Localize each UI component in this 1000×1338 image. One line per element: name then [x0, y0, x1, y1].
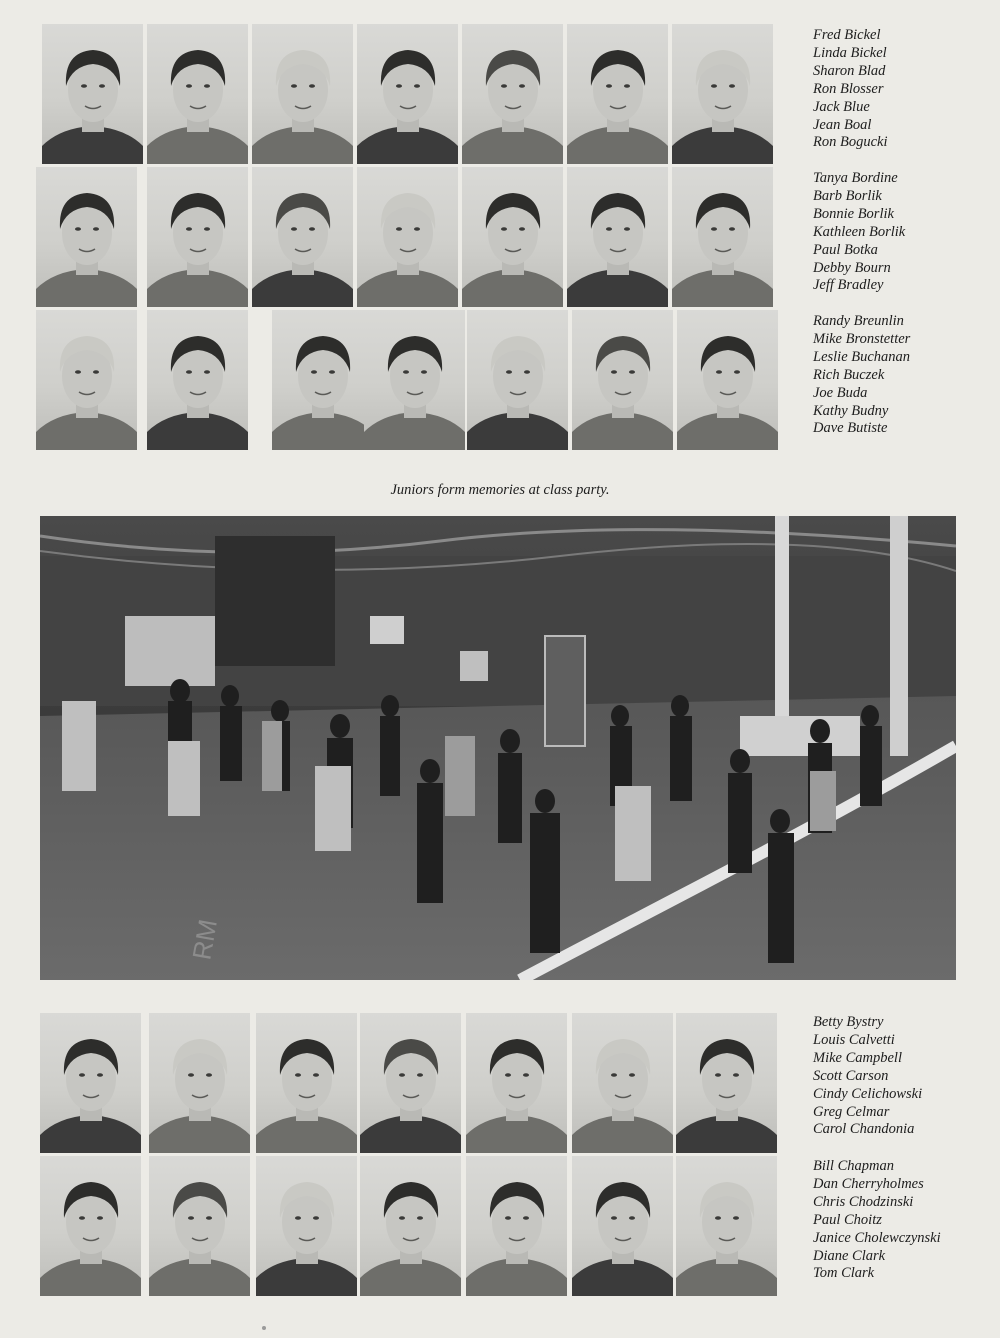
student-name: Scott Carson	[813, 1067, 889, 1084]
portrait-silhouette	[252, 24, 353, 164]
portrait-silhouette	[40, 1156, 141, 1296]
portrait-silhouette	[252, 167, 353, 307]
student-name: Randy Breunlin	[813, 313, 904, 329]
portrait-silhouette	[149, 1156, 250, 1296]
portrait	[466, 1156, 567, 1296]
portrait-silhouette	[147, 167, 248, 307]
student-name: Janice Cholewczynski	[813, 1229, 941, 1246]
student-name: Mike Campbell	[813, 1049, 902, 1066]
portrait-silhouette	[357, 24, 458, 164]
portrait	[572, 1156, 673, 1296]
portrait-silhouette	[147, 310, 248, 450]
portrait	[567, 167, 668, 307]
portrait	[676, 1013, 777, 1153]
page-speck	[262, 1326, 266, 1330]
student-name: Barb Borlik	[813, 187, 882, 204]
photo-caption: Juniors form memories at class party.	[390, 482, 610, 498]
student-name: Bill Chapman	[813, 1158, 894, 1174]
portrait	[467, 310, 568, 450]
portrait	[252, 167, 353, 307]
portrait-silhouette	[256, 1156, 357, 1296]
student-name: Jack Blue	[813, 98, 870, 115]
portrait-silhouette	[567, 167, 668, 307]
portrait-silhouette	[360, 1013, 461, 1153]
student-name: Carol Chandonia	[813, 1121, 915, 1138]
portrait-silhouette	[672, 167, 773, 307]
portrait-silhouette	[672, 24, 773, 164]
portrait-silhouette	[360, 1156, 461, 1296]
portrait-silhouette	[40, 1013, 141, 1153]
class-party-photo	[40, 516, 956, 980]
student-name: Cindy Celichowski	[813, 1085, 923, 1102]
portrait-silhouette	[36, 310, 137, 450]
portrait-silhouette	[467, 310, 568, 450]
svg-text:RM: RM	[186, 917, 223, 963]
portrait	[672, 24, 773, 164]
portrait-silhouette	[462, 167, 563, 307]
portrait	[42, 24, 143, 164]
portrait-silhouette	[676, 1013, 777, 1153]
portrait	[672, 167, 773, 307]
portrait-silhouette	[462, 24, 563, 164]
portrait	[252, 24, 353, 164]
portrait	[256, 1156, 357, 1296]
portrait	[357, 24, 458, 164]
portrait-silhouette	[676, 1156, 777, 1296]
name-list-group-3	[813, 313, 910, 438]
student-name: Ron Bogucki	[813, 134, 888, 151]
portrait-silhouette	[466, 1156, 567, 1296]
portrait	[360, 1156, 461, 1296]
student-name: Rich Buczek	[813, 366, 885, 383]
student-name: Kathleen Borlik	[813, 223, 906, 240]
portrait	[147, 24, 248, 164]
student-name: Kathy Budny	[813, 402, 889, 419]
portrait	[462, 167, 563, 307]
class-party-photo-art	[40, 516, 956, 980]
portrait	[149, 1013, 250, 1153]
portrait-silhouette	[466, 1013, 567, 1153]
portrait	[572, 1013, 673, 1153]
student-name: Ron Blosser	[813, 80, 884, 97]
portrait	[677, 310, 778, 450]
name-list-group-1	[813, 27, 888, 152]
student-name: Dan Cherryholmes	[813, 1175, 924, 1192]
portrait-silhouette	[364, 310, 465, 450]
portrait	[36, 310, 137, 450]
portrait	[147, 167, 248, 307]
student-name: Bonnie Borlik	[813, 205, 894, 222]
name-list-group-2	[813, 170, 905, 295]
student-name: Debby Bourn	[813, 259, 891, 276]
name-list-group-4	[813, 1014, 922, 1139]
portrait-silhouette	[42, 24, 143, 164]
student-name: Jeff Bradley	[813, 277, 884, 294]
student-name: Joe Buda	[813, 384, 868, 401]
portrait	[572, 310, 673, 450]
student-name: Tanya Bordine	[813, 170, 898, 186]
portrait	[462, 24, 563, 164]
portrait	[147, 310, 248, 450]
student-name: Jean Boal	[813, 116, 872, 133]
portrait	[364, 310, 465, 450]
portrait-silhouette	[36, 167, 137, 307]
portrait	[149, 1156, 250, 1296]
portrait	[272, 310, 373, 450]
portrait	[360, 1013, 461, 1153]
name-list-group-5	[813, 1158, 941, 1283]
portrait-silhouette	[147, 24, 248, 164]
portrait-silhouette	[272, 310, 373, 450]
portrait	[40, 1013, 141, 1153]
portrait-silhouette	[357, 167, 458, 307]
portrait-silhouette	[572, 1156, 673, 1296]
portrait-silhouette	[572, 1013, 673, 1153]
student-name: Leslie Buchanan	[813, 348, 911, 365]
student-name: Sharon Blad	[813, 62, 886, 79]
student-name: Fred Bickel	[813, 27, 881, 43]
student-name: Paul Choitz	[813, 1211, 882, 1228]
portrait	[567, 24, 668, 164]
student-name: Linda Bickel	[813, 44, 887, 61]
portrait-silhouette	[256, 1013, 357, 1153]
student-name: Paul Botka	[813, 241, 878, 258]
portrait	[466, 1013, 567, 1153]
portrait-silhouette	[567, 24, 668, 164]
portrait-silhouette	[572, 310, 673, 450]
student-name: Mike Bronstetter	[813, 330, 911, 347]
student-name: Chris Chodzinski	[813, 1193, 914, 1210]
portrait	[676, 1156, 777, 1296]
student-name: Diane Clark	[813, 1247, 886, 1264]
student-name: Louis Calvetti	[813, 1031, 895, 1048]
student-name: Betty Bystry	[813, 1014, 884, 1030]
portrait	[36, 167, 137, 307]
portrait-silhouette	[677, 310, 778, 450]
student-name: Greg Celmar	[813, 1103, 890, 1120]
portrait	[256, 1013, 357, 1153]
portrait	[40, 1156, 141, 1296]
student-name: Tom Clark	[813, 1265, 875, 1282]
student-name: Dave Butiste	[813, 420, 888, 437]
portrait	[357, 167, 458, 307]
portrait-silhouette	[149, 1013, 250, 1153]
